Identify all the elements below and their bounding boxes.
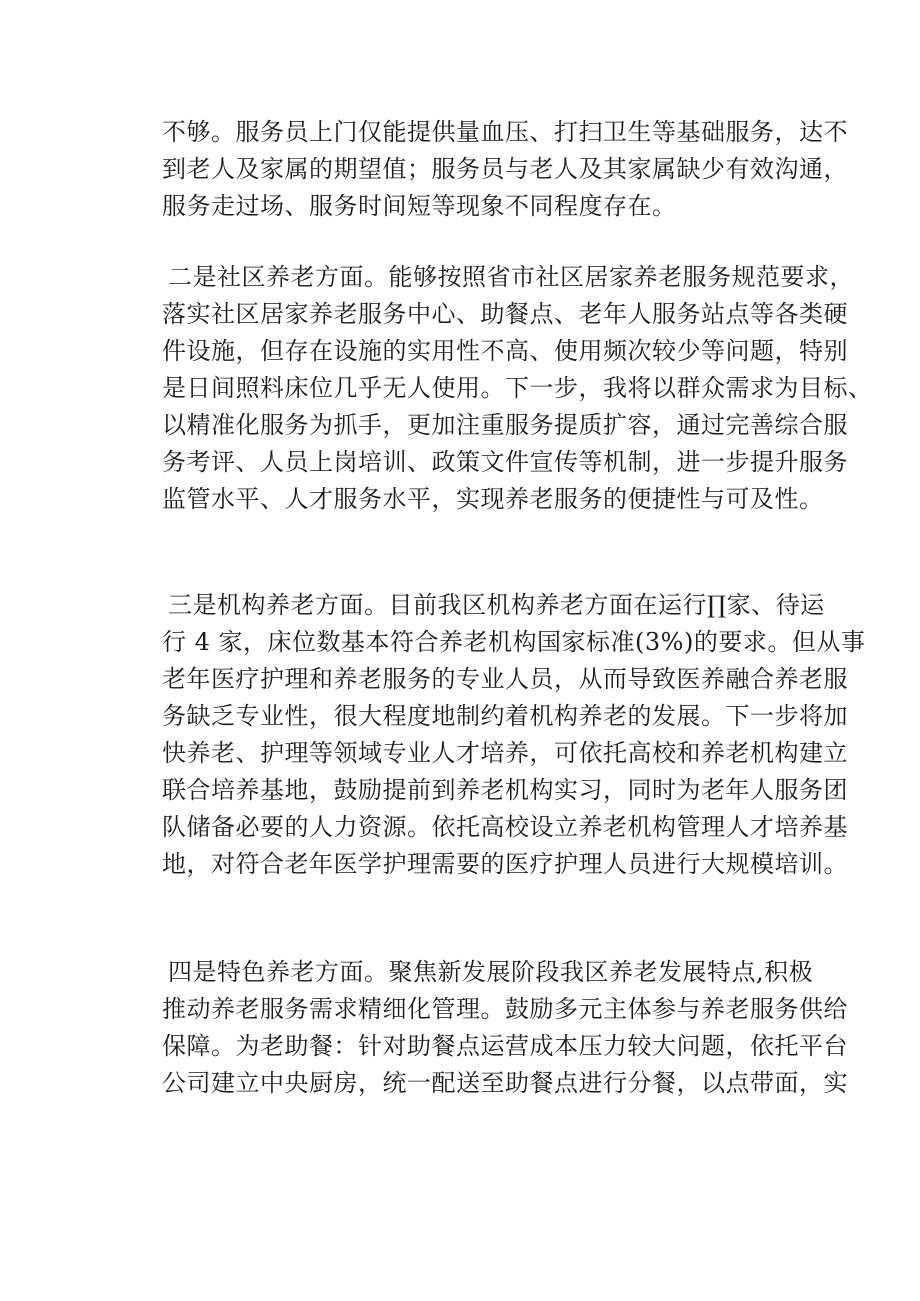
text-line: 不够。服务员上门仅能提供量血压、打扫卫生等基础服务，达不 — [162, 118, 848, 146]
text-line: 二是社区养老方面。能够按照省市社区居家养老服务规范要求， — [168, 263, 854, 291]
text-line: 行 4 家，床位数基本符合养老机构国家标准(3%)的要求。但从事 — [162, 628, 866, 656]
paragraph-community-service-continued — [162, 114, 848, 225]
paragraph-featured-elderly-care — [162, 954, 848, 1102]
text-line: 以精准化服务为抓手，更加注重服务提质扩容，通过完善综合服 — [162, 411, 848, 439]
text-line: 地，对符合老年医学护理需要的医疗护理人员进行大规模培训。 — [162, 850, 848, 878]
text-line: 推动养老服务需求精细化管理。鼓励多元主体参与养老服务供给 — [162, 995, 848, 1023]
text-line: 到老人及家属的期望值；服务员与老人及其家属缺少有效沟通， — [162, 155, 848, 183]
paragraph-community-elderly-care — [162, 259, 873, 518]
text-line: 件设施，但存在设施的实用性不高、使用频次较少等问题，特别 — [162, 337, 848, 365]
text-line: 快养老、护理等领域专业人才培养，可依托高校和养老机构建立 — [162, 739, 848, 767]
text-line: 监管水平、人才服务水平，实现养老服务的便捷性与可及性。 — [162, 485, 824, 513]
text-line: 服务走过场、服务时间短等现象不同程度存在。 — [162, 192, 677, 220]
text-line: 是日间照料床位几乎无人使用。下一步，我将以群众需求为目标、 — [162, 374, 873, 402]
text-line: 务缺乏专业性，很大程度地制约着机构养老的发展。下一步将加 — [162, 702, 848, 730]
text-line: 落实社区居家养老服务中心、助餐点、老年人服务站点等各类硬 — [162, 300, 848, 328]
paragraph-institutional-elderly-care — [162, 587, 866, 883]
text-line: 务考评、人员上岗培训、政策文件宣传等机制，进一步提升服务 — [162, 448, 848, 476]
text-line: 公司建立中央厨房，统一配送至助餐点进行分餐，以点带面，实 — [162, 1069, 848, 1097]
text-line: 老年医疗护理和养老服务的专业人员，从而导致医养融合养老服 — [162, 665, 848, 693]
text-line: 四是特色养老方面。聚焦新发展阶段我区养老发展特点,积极 — [168, 958, 814, 986]
text-line: 队储备必要的人力资源。依托高校设立养老机构管理人才培养基 — [162, 813, 848, 841]
text-line: 联合培养基地，鼓励提前到养老机构实习，同时为老年人服务团 — [162, 776, 848, 804]
text-line: 保障。为老助餐：针对助餐点运营成本压力较大问题，依托平台 — [162, 1032, 848, 1060]
text-line: 三是机构养老方面。目前我区机构养老方面在运行∏家、待运 — [168, 591, 825, 619]
